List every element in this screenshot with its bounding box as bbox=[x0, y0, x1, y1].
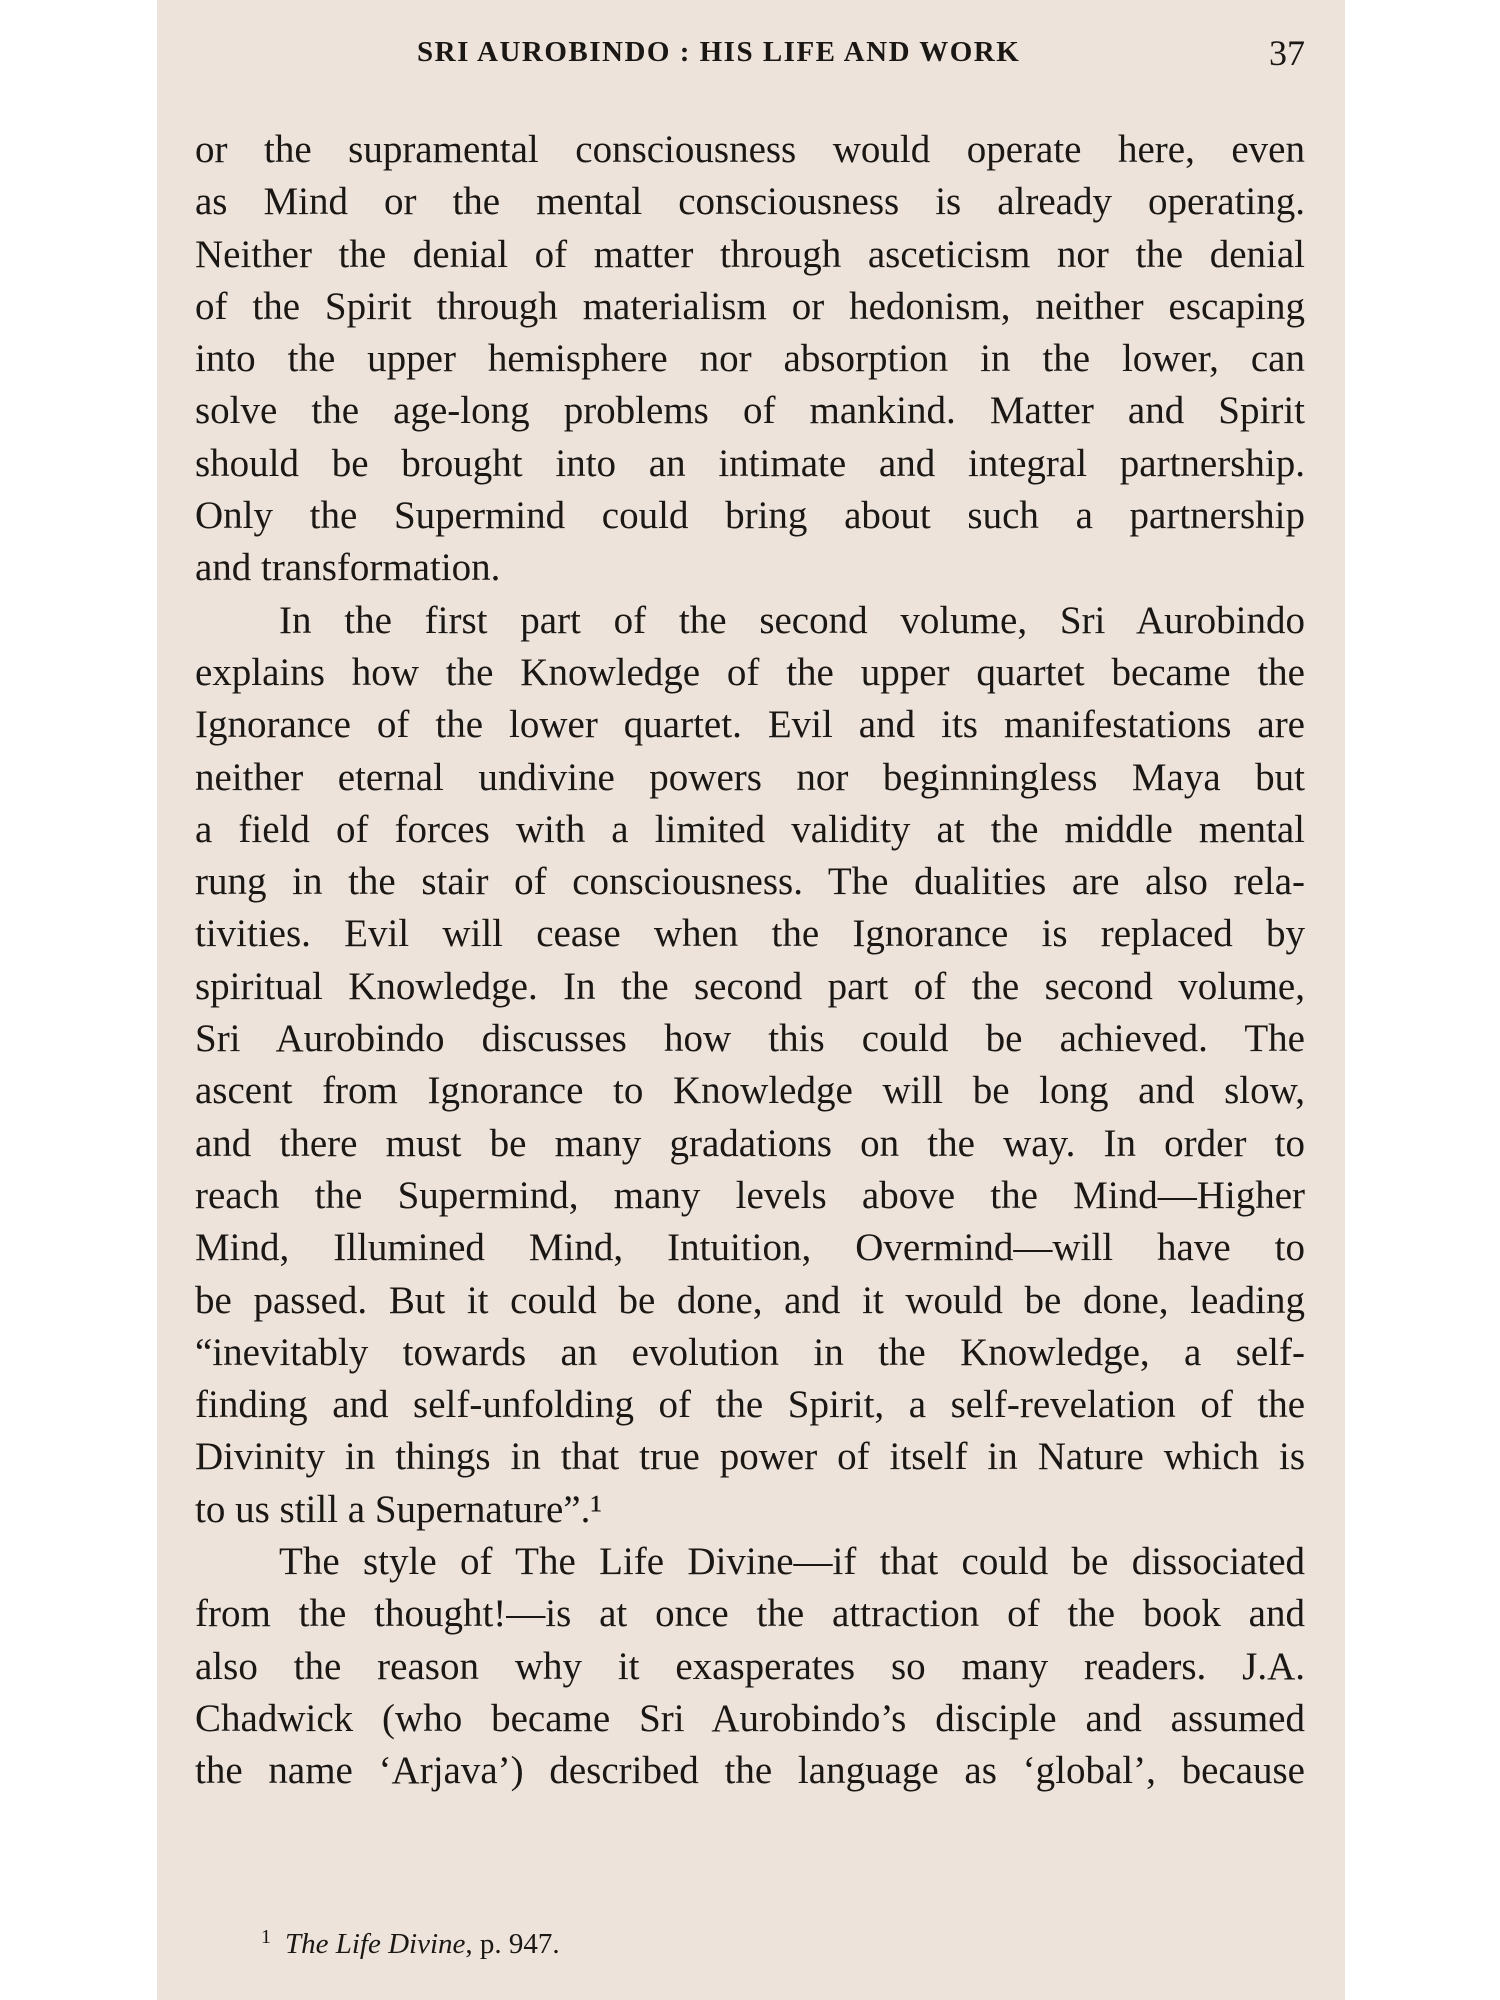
text-line: Chadwick (who became Sri Aurobindo’s disciple and assumed bbox=[195, 1696, 1305, 1740]
text-line: In the first part of the second volume, Sri Aurobindo bbox=[279, 598, 1305, 642]
footnote-book-title: The Life Divine bbox=[285, 1928, 466, 1960]
text-line: solve the age-long problems of mankind. Matter and Spirit bbox=[195, 389, 1305, 433]
paragraph bbox=[195, 595, 1305, 1536]
book-page bbox=[157, 0, 1345, 2000]
text-line: should be brought into an intimate and integral partnership. bbox=[195, 441, 1305, 485]
text-line: “inevitably towards an evolution in the Knowledge, a self- bbox=[195, 1330, 1305, 1374]
page-number: 37 bbox=[1269, 33, 1305, 73]
text-line: also the reason why it exasperates so many readers. J.A. bbox=[195, 1644, 1305, 1688]
text-line: a field of forces with a limited validity at the middle mental bbox=[195, 807, 1305, 851]
text-line: rung in the stair of consciousness. The dualities are also rela- bbox=[195, 860, 1305, 904]
text-line: Sri Aurobindo discusses how this could be achieved. The bbox=[195, 1017, 1305, 1061]
text-line: or the supramental consciousness would operate here, even bbox=[195, 128, 1305, 171]
text-line: and there must be many gradations on the way. In order to bbox=[195, 1121, 1305, 1165]
text-line: Mind, Illumined Mind, Intuition, Overmind—will have to bbox=[195, 1226, 1305, 1270]
text-line: into the upper hemisphere nor absorption in the lower, can bbox=[195, 337, 1305, 381]
text-line: explains how the Knowledge of the upper quartet became the bbox=[195, 650, 1305, 694]
paragraph bbox=[195, 124, 1305, 595]
text-line: from the thought!—is at once the attraction of the book and bbox=[195, 1592, 1305, 1636]
body-text bbox=[195, 124, 1305, 1798]
text-line: spiritual Knowledge. In the second part of the second volume, bbox=[195, 964, 1305, 1008]
footnote bbox=[261, 1926, 560, 1961]
text-line: as Mind or the mental consciousness is already operating. bbox=[195, 180, 1305, 224]
paragraph bbox=[195, 1536, 1305, 1797]
footnote-marker: 1 bbox=[261, 1926, 271, 1948]
text-line: reach the Supermind, many levels above the Mind—Higher bbox=[195, 1173, 1305, 1217]
text-line: be passed. But it could be done, and it would be done, leading bbox=[195, 1278, 1305, 1322]
text-line: Divinity in things in that true power of itself in Nature which is bbox=[195, 1435, 1305, 1479]
text-line: the name ‘Arjava’) described the language as ‘global’, because bbox=[195, 1749, 1305, 1793]
text-line: tivities. Evil will cease when the Ignorance is replaced by bbox=[195, 912, 1305, 956]
running-title: SRI AUROBINDO : HIS LIFE AND WORK bbox=[417, 36, 1021, 68]
text-line: Neither the denial of matter through asceticism nor the denial bbox=[195, 232, 1305, 276]
text-line: finding and self-unfolding of the Spirit, a self-revelation of the bbox=[195, 1383, 1305, 1427]
text-line: neither eternal undivine powers nor beginningless Maya but bbox=[195, 755, 1305, 799]
text-line: Only the Supermind could bring about such a partnership bbox=[195, 494, 1305, 538]
text-line: Ignorance of the lower quartet. Evil and its manifestations are bbox=[195, 703, 1305, 747]
footnote-reference: , p. 947. bbox=[465, 1928, 560, 1960]
text-line: of the Spirit through materialism or hedonism, neither escaping bbox=[195, 284, 1305, 328]
text-line: The style of The Life Divine—if that could be dissociated bbox=[279, 1540, 1305, 1584]
text-line: ascent from Ignorance to Knowledge will be long and slow, bbox=[195, 1069, 1305, 1113]
running-head bbox=[157, 33, 1345, 76]
text-line: to us still a Supernature”.¹ bbox=[195, 1487, 603, 1531]
text-line: and transformation. bbox=[195, 546, 501, 590]
